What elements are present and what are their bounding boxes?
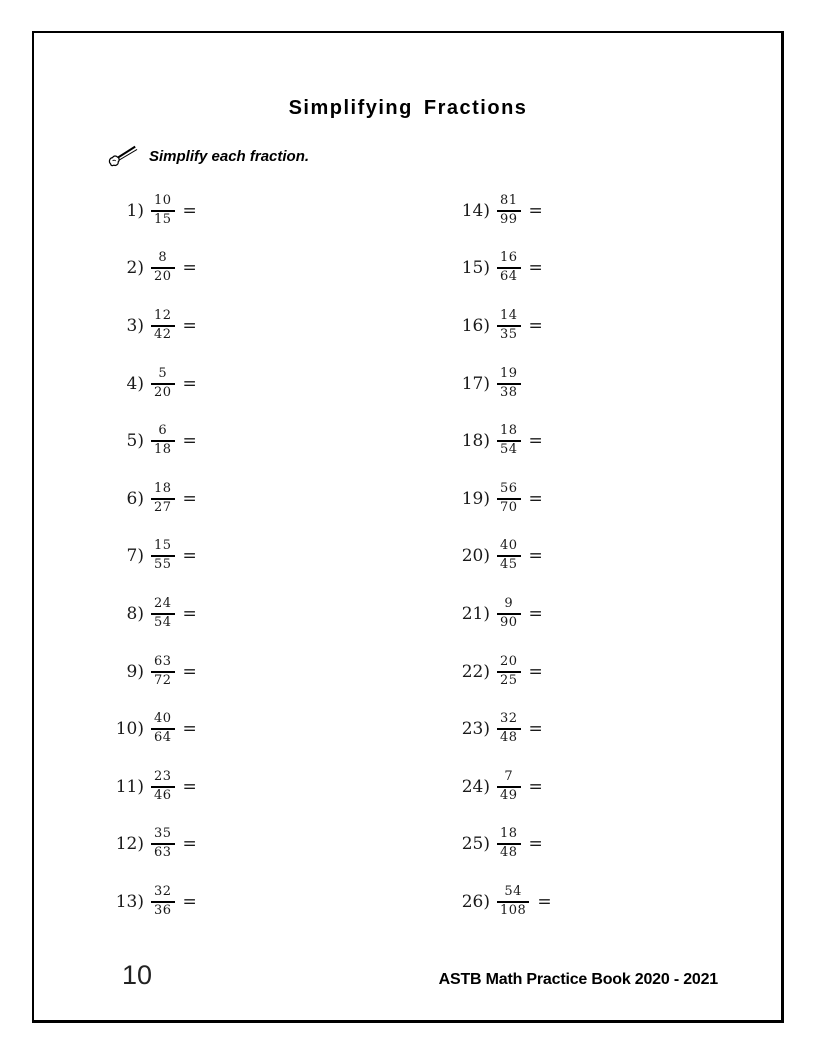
problem-number: 21): [461, 603, 490, 624]
equals-sign: =: [182, 834, 197, 855]
fraction-denominator: 27: [154, 499, 172, 515]
fraction-denominator: 48: [500, 730, 518, 746]
problem-item: [458, 412, 552, 470]
fraction: [497, 309, 521, 343]
equals-sign: =: [182, 258, 197, 279]
fraction-denominator: 72: [154, 672, 172, 688]
fraction-denominator: 108: [500, 902, 527, 918]
fraction-denominator: 20: [154, 384, 172, 400]
fraction-numerator: 56: [500, 480, 518, 496]
problem-item: [112, 816, 197, 874]
problem-item: [458, 182, 552, 240]
fraction-numerator: 9: [504, 596, 514, 612]
fraction: [151, 194, 175, 228]
fraction-numerator: 24: [154, 596, 172, 612]
problem-number: 18): [461, 431, 490, 452]
fraction-numerator: 14: [500, 308, 518, 324]
equals-sign: =: [528, 546, 543, 567]
problem-item: [112, 182, 197, 240]
problem-item: [112, 355, 197, 413]
fraction-denominator: 55: [154, 557, 172, 573]
fraction-denominator: 25: [500, 672, 518, 688]
page-title: Simplifying Fractions: [288, 97, 528, 119]
fraction-denominator: 36: [154, 902, 172, 918]
equals-sign: =: [182, 488, 197, 509]
fraction: [497, 827, 521, 861]
fraction-denominator: 64: [154, 730, 172, 746]
fraction-numerator: 12: [154, 308, 172, 324]
fraction: [497, 597, 521, 631]
fraction-denominator: 49: [500, 787, 518, 803]
problem-number: 2): [126, 258, 144, 279]
problem-number: 16): [461, 315, 490, 336]
problem-item: [458, 585, 552, 643]
problem-item: [458, 528, 552, 586]
fraction-numerator: 35: [154, 826, 172, 842]
problem-number: 5): [126, 431, 144, 452]
fraction-denominator: 46: [154, 787, 172, 803]
fraction: [151, 424, 175, 458]
fraction: [497, 251, 521, 285]
fraction-numerator: 15: [154, 538, 172, 554]
fraction-numerator: 18: [500, 423, 518, 439]
problem-item: [458, 643, 552, 701]
problem-number: 25): [461, 834, 490, 855]
equals-sign: =: [528, 661, 543, 682]
equals-sign: =: [528, 488, 543, 509]
fraction-numerator: 40: [500, 538, 518, 554]
fraction: [497, 424, 521, 458]
fraction: [151, 712, 175, 746]
problem-number: 23): [461, 719, 490, 740]
problem-number: 8): [126, 603, 144, 624]
fraction-numerator: 32: [500, 711, 518, 727]
problems-column-right: [458, 182, 552, 931]
problem-item: [458, 873, 552, 931]
fraction-numerator: 16: [500, 250, 518, 266]
fraction-denominator: 15: [154, 211, 172, 227]
problem-number: 10): [115, 719, 144, 740]
fraction: [497, 539, 521, 573]
equals-sign: =: [182, 891, 197, 912]
problem-item: [112, 873, 197, 931]
equals-sign: =: [528, 719, 543, 740]
fraction: [151, 655, 175, 689]
problem-number: 22): [461, 661, 490, 682]
fraction: [497, 770, 521, 804]
problem-number: 13): [115, 891, 144, 912]
fraction-denominator: 38: [500, 384, 518, 400]
fraction: [151, 770, 175, 804]
fraction-numerator: 81: [500, 192, 518, 208]
fraction: [151, 367, 175, 401]
problem-number: 9): [126, 661, 144, 682]
fraction-denominator: 70: [500, 499, 518, 515]
problem-item: [458, 240, 552, 298]
fraction-numerator: 18: [154, 480, 172, 496]
fraction: [497, 482, 521, 516]
problem-item: [458, 816, 552, 874]
fraction-numerator: 19: [500, 365, 518, 381]
problem-item: [458, 700, 552, 758]
fraction-numerator: 23: [154, 768, 172, 784]
problem-number: 4): [126, 373, 144, 394]
fraction-denominator: 18: [154, 442, 172, 458]
equals-sign: =: [182, 603, 197, 624]
problem-number: 11): [115, 776, 144, 797]
fraction-numerator: 20: [500, 653, 518, 669]
problem-item: [112, 297, 197, 355]
equals-sign: =: [182, 776, 197, 797]
equals-sign: =: [182, 661, 197, 682]
problem-number: 3): [126, 315, 144, 336]
fraction-denominator: 63: [154, 845, 172, 861]
equals-sign: =: [537, 891, 552, 912]
fraction-denominator: 90: [500, 614, 518, 630]
equals-sign: =: [182, 546, 197, 567]
equals-sign: =: [182, 200, 197, 221]
fraction-numerator: 5: [158, 365, 168, 381]
fraction: [497, 194, 521, 228]
problems-column-left: [112, 182, 197, 931]
problem-item: [458, 355, 552, 413]
problem-item: [112, 700, 197, 758]
fraction: [497, 712, 521, 746]
fraction-numerator: 7: [504, 768, 514, 784]
fraction-numerator: 8: [158, 250, 168, 266]
fraction-denominator: 42: [154, 326, 172, 342]
problem-item: [112, 585, 197, 643]
equals-sign: =: [182, 373, 197, 394]
problem-item: [112, 528, 197, 586]
equals-sign: =: [528, 258, 543, 279]
problem-item: [112, 240, 197, 298]
fraction-denominator: 54: [500, 442, 518, 458]
fraction-denominator: 54: [154, 614, 172, 630]
fraction-denominator: 99: [500, 211, 518, 227]
problem-number: 12): [115, 834, 144, 855]
problem-item: [458, 297, 552, 355]
fraction: [151, 482, 175, 516]
fraction: [151, 597, 175, 631]
problem-number: 1): [126, 200, 144, 221]
equals-sign: =: [528, 315, 543, 336]
equals-sign: =: [528, 834, 543, 855]
problem-number: 7): [126, 546, 144, 567]
problem-number: 24): [461, 776, 490, 797]
fraction-numerator: 32: [154, 883, 172, 899]
fraction: [151, 309, 175, 343]
fraction: [151, 539, 175, 573]
fraction-denominator: 64: [500, 269, 518, 285]
problem-item: [458, 758, 552, 816]
instruction-text: Simplify each fraction.: [149, 148, 310, 165]
problem-number: 17): [461, 373, 490, 394]
fraction-denominator: 45: [500, 557, 518, 573]
fraction: [151, 827, 175, 861]
instruction-row: [106, 144, 309, 169]
fraction-denominator: 35: [500, 326, 518, 342]
equals-sign: =: [182, 719, 197, 740]
problem-item: [112, 470, 197, 528]
page-number: 10: [122, 960, 153, 990]
writing-hand-icon: [106, 144, 138, 169]
problem-item: [112, 758, 197, 816]
problem-number: 15): [461, 258, 490, 279]
equals-sign: =: [182, 431, 197, 452]
equals-sign: =: [528, 776, 543, 797]
equals-sign: =: [528, 200, 543, 221]
fraction-numerator: 10: [154, 192, 172, 208]
problem-number: 26): [461, 891, 490, 912]
fraction: [151, 251, 175, 285]
fraction-denominator: 20: [154, 269, 172, 285]
equals-sign: =: [182, 315, 197, 336]
problem-item: [112, 412, 197, 470]
problem-number: 20): [461, 546, 490, 567]
fraction-numerator: 18: [500, 826, 518, 842]
fraction-numerator: 40: [154, 711, 172, 727]
book-title: ASTB Math Practice Book 2020 - 2021: [438, 971, 718, 988]
fraction-numerator: 6: [158, 423, 168, 439]
problem-item: [458, 470, 552, 528]
equals-sign: =: [528, 603, 543, 624]
problem-number: 19): [461, 488, 490, 509]
fraction: [497, 655, 521, 689]
fraction: [497, 885, 529, 919]
fraction-numerator: 63: [154, 653, 172, 669]
problem-item: [112, 643, 197, 701]
fraction-numerator: 54: [504, 883, 522, 899]
equals-sign: =: [528, 431, 543, 452]
problem-number: 14): [461, 200, 490, 221]
fraction-denominator: 48: [500, 845, 518, 861]
problem-number: 6): [126, 488, 144, 509]
fraction: [497, 367, 521, 401]
fraction: [151, 885, 175, 919]
